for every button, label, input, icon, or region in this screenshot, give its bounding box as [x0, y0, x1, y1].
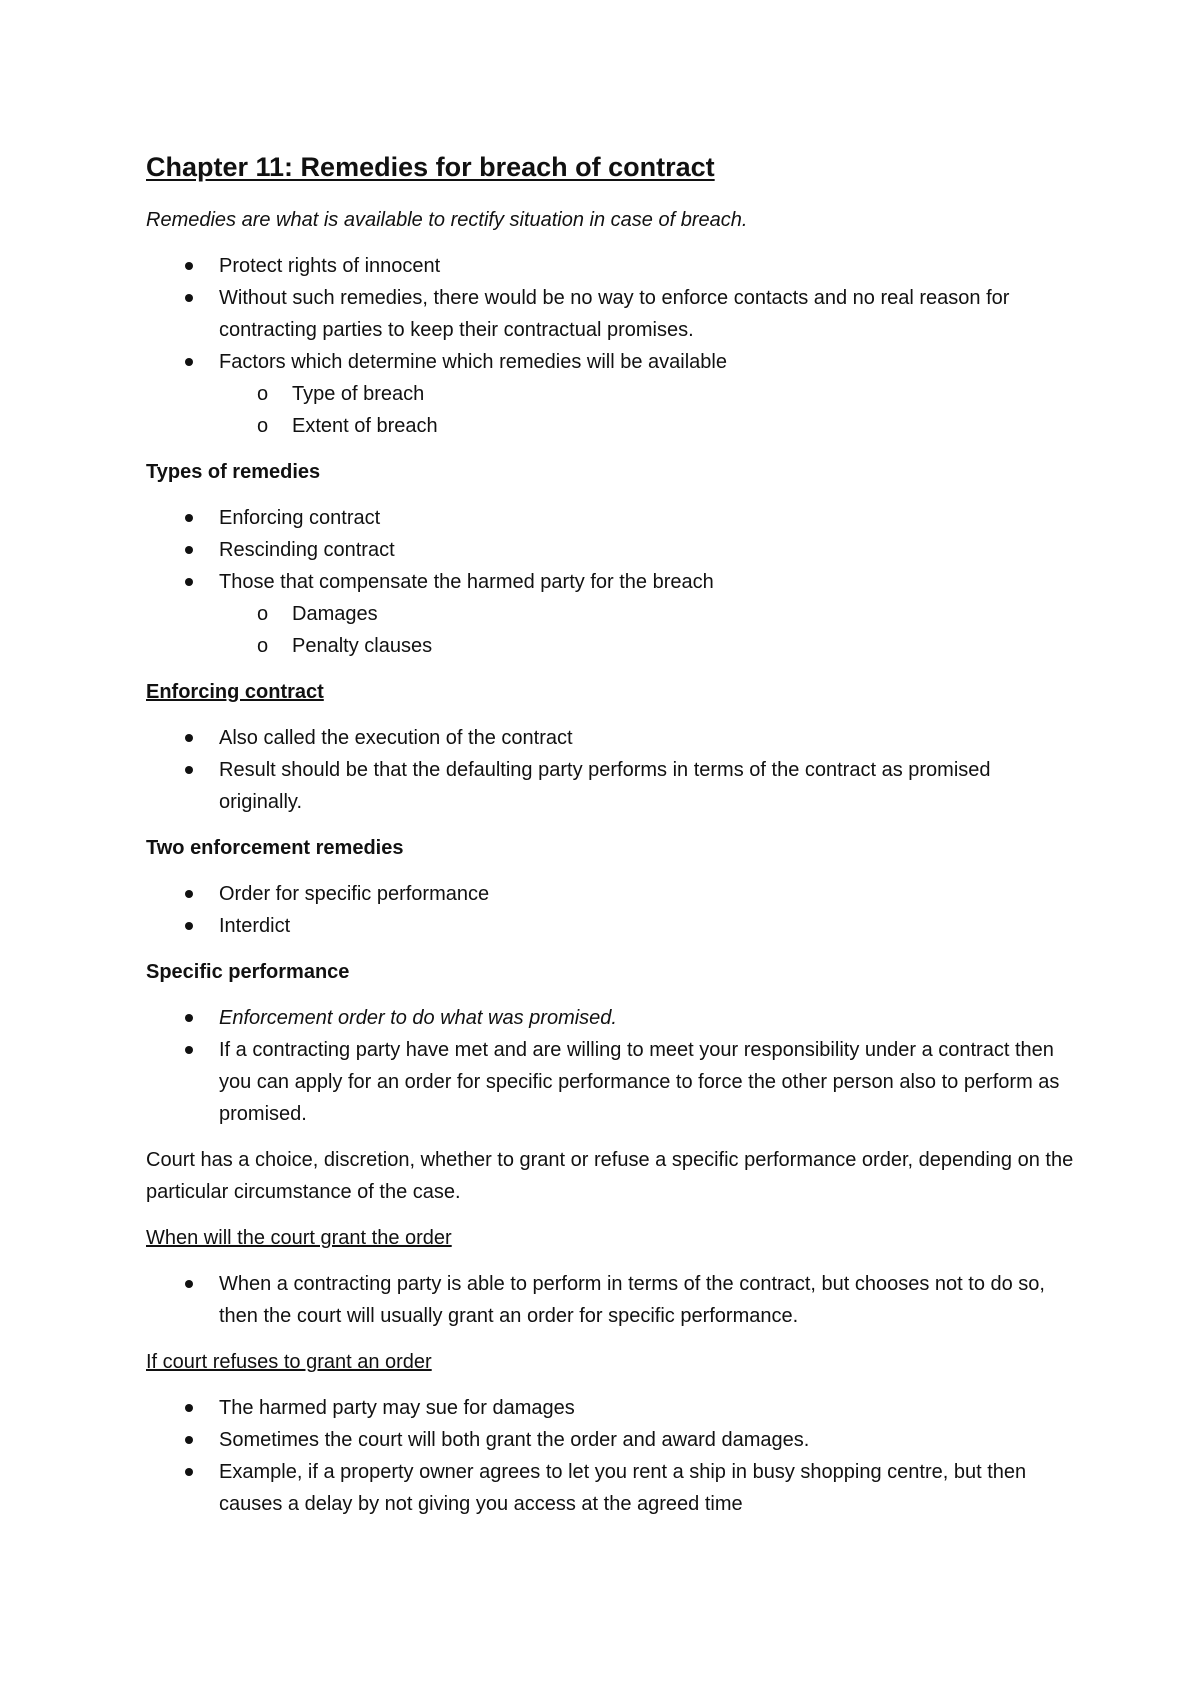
enforcing-list — [146, 722, 1076, 818]
list-item: Order for specific performance — [146, 878, 1076, 910]
list-item: Protect rights of innocent — [146, 250, 1076, 282]
list-item: Those that compensate the harmed party for the breach o Damages o Penalty clauses — [146, 566, 1076, 662]
list-item: Interdict — [146, 910, 1076, 942]
sub-list-item: o Damages — [146, 598, 1076, 630]
intro-sub-list — [219, 378, 1076, 442]
bullet-icon — [185, 1014, 193, 1022]
list-item: Rescinding contract — [146, 534, 1076, 566]
list-item: If a contracting party have met and are willing to meet your responsibility under a contract then you can apply for an order for specific performance to force the other person also to perform as promised. — [146, 1034, 1076, 1130]
bullet-icon — [185, 1468, 193, 1476]
bullet-icon — [185, 294, 193, 302]
section-heading-two-remedies: Two enforcement remedies — [146, 837, 404, 859]
bullet-icon — [185, 734, 193, 742]
bullet-icon — [185, 1436, 193, 1444]
section-heading-when-grant: When will the court grant the order — [146, 1227, 452, 1249]
document-page — [146, 150, 1076, 1534]
sub-list-item: o Type of breach — [146, 378, 1076, 410]
bullet-icon — [185, 922, 193, 930]
sub-list-item: o Penalty clauses — [146, 630, 1076, 662]
sub-list-item: o Extent of breach — [146, 410, 1076, 442]
list-item: Sometimes the court will both grant the order and award damages. — [146, 1424, 1076, 1456]
refuses-list — [146, 1392, 1076, 1520]
list-item: Also called the execution of the contract — [146, 722, 1076, 754]
bullet-icon — [185, 1280, 193, 1288]
bullet-icon — [185, 358, 193, 366]
court-paragraph: Court has a choice, discretion, whether to grant or refuse a specific performance order, depending on the particular circumstance of the case. — [146, 1149, 1074, 1203]
intro-text: Remedies are what is available to rectify situation in case of breach. — [146, 209, 748, 231]
hollow-bullet-icon: o — [257, 635, 269, 657]
bullet-icon — [185, 578, 193, 586]
bullet-icon — [185, 766, 193, 774]
bullet-icon — [185, 1404, 193, 1412]
section-heading-enforcing: Enforcing contract — [146, 681, 324, 703]
bullet-icon — [185, 890, 193, 898]
hollow-bullet-icon: o — [257, 603, 269, 625]
chapter-title: Chapter 11: Remedies for breach of contract — [146, 152, 715, 182]
section-heading-refuses: If court refuses to grant an order — [146, 1351, 432, 1373]
list-item: Result should be that the defaulting party performs in terms of the contract as promised originally. — [146, 754, 1076, 818]
list-item: When a contracting party is able to perform in terms of the contract, but chooses not to do so, then the court will usually grant an order for specific performance. — [146, 1268, 1076, 1332]
list-item: The harmed party may sue for damages — [146, 1392, 1076, 1424]
specific-list — [146, 1002, 1076, 1130]
bullet-icon — [185, 546, 193, 554]
list-item: Factors which determine which remedies will be available o Type of breach o Extent of breach — [146, 346, 1076, 442]
section-heading-types: Types of remedies — [146, 461, 321, 483]
when-grant-list — [146, 1268, 1076, 1332]
section-heading-specific: Specific performance — [146, 961, 350, 983]
two-remedies-list — [146, 878, 1076, 942]
bullet-icon — [185, 1046, 193, 1054]
list-item: Enforcement order to do what was promised. — [146, 1002, 1076, 1034]
types-sub-list — [219, 598, 1076, 662]
bullet-icon — [185, 262, 193, 270]
list-item: Example, if a property owner agrees to let you rent a ship in busy shopping centre, but then causes a delay by not giving you access at the agreed time — [146, 1456, 1076, 1520]
types-list — [146, 502, 1076, 662]
list-item: Without such remedies, there would be no way to enforce contacts and no real reason for contracting parties to keep their contractual promises. — [146, 282, 1076, 346]
hollow-bullet-icon: o — [257, 415, 269, 437]
bullet-icon — [185, 514, 193, 522]
list-item: Enforcing contract — [146, 502, 1076, 534]
hollow-bullet-icon: o — [257, 383, 269, 405]
intro-list — [146, 250, 1076, 442]
